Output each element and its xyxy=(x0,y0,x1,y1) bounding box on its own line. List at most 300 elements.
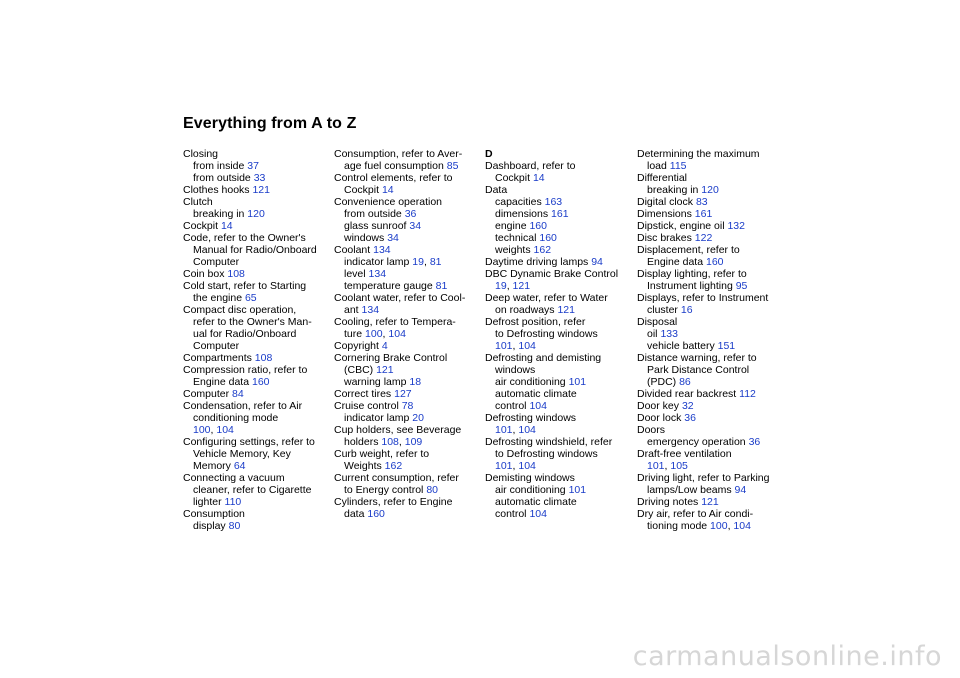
index-entry xyxy=(637,352,782,364)
index-term: Cold start, refer to Starting xyxy=(183,280,307,292)
page-ref-link[interactable]: 84 xyxy=(232,388,244,400)
index-entry xyxy=(183,148,328,160)
index-subentry xyxy=(183,412,328,424)
index-subentry xyxy=(183,256,328,268)
index-entry xyxy=(183,196,328,208)
page-ref-link[interactable]: 162 xyxy=(533,244,552,256)
index-entry xyxy=(637,292,782,304)
index-term: Digital clock xyxy=(637,196,694,208)
page-ref-link[interactable]: 81 xyxy=(429,256,442,268)
index-term: Cylinders, refer to Engine xyxy=(334,496,453,508)
index-entry xyxy=(334,400,479,412)
index-term: cleaner, refer to Cigarette xyxy=(193,484,312,496)
index-term: Determining the maximum xyxy=(637,148,760,160)
index-term: Curb weight, refer to xyxy=(334,448,430,460)
index-entry xyxy=(334,424,479,436)
page-ref-link[interactable]: 104 xyxy=(518,340,536,352)
index-entry xyxy=(334,148,479,160)
page-ref-link[interactable]: 95 xyxy=(735,280,748,292)
index-term: dimensions xyxy=(495,208,549,220)
index-entry xyxy=(485,160,630,172)
index-entry xyxy=(637,448,782,460)
index-subentry: 101, 105 xyxy=(647,460,688,472)
index-term: on roadways xyxy=(495,304,555,316)
index-entry xyxy=(334,496,479,508)
index-subentry xyxy=(485,328,630,340)
page-ref-link[interactable]: 132 xyxy=(727,220,745,232)
index-subentry xyxy=(485,196,630,208)
index-entry xyxy=(637,244,782,256)
page-ref-link[interactable]: 100 xyxy=(193,424,211,436)
index-subentry xyxy=(183,208,328,220)
index-term: Distance warning, refer to xyxy=(637,352,757,364)
index-term: control xyxy=(495,508,527,520)
page-ref-link[interactable]: 134 xyxy=(373,244,391,256)
index-subentry xyxy=(637,280,782,292)
index-term: Cockpit xyxy=(495,172,531,184)
index-term: cluster xyxy=(647,304,678,316)
index-term: to Defrosting windows xyxy=(495,328,598,340)
index-term: Cornering Brake Control xyxy=(334,352,448,364)
page-ref-link[interactable]: 18 xyxy=(409,376,422,388)
index-subentry xyxy=(637,436,782,448)
index-subentry xyxy=(637,160,782,172)
page-ref-link[interactable]: 104 xyxy=(733,520,751,532)
index-term: technical xyxy=(495,232,537,244)
index-entry xyxy=(334,472,479,484)
index-entry xyxy=(183,472,328,484)
page-ref-link[interactable]: 160 xyxy=(539,232,557,244)
index-term: to Energy control xyxy=(344,484,424,496)
index-subentry xyxy=(637,184,782,196)
page-ref-link[interactable]: 33 xyxy=(253,172,266,184)
index-term: Draft-free ventilation xyxy=(637,448,732,460)
index-subentry xyxy=(485,244,630,256)
index-subentry xyxy=(183,496,328,508)
index-subentry xyxy=(485,364,630,376)
index-entry xyxy=(334,448,479,460)
index-entry xyxy=(485,184,630,196)
index-subentry xyxy=(183,316,328,328)
index-subentry xyxy=(183,172,328,184)
index-entry xyxy=(183,184,328,196)
index-term: ual for Radio/Onboard xyxy=(193,328,297,340)
page-ref-link[interactable]: 121 xyxy=(557,304,575,316)
index-term: Computer xyxy=(193,340,240,352)
page-ref-link[interactable]: 133 xyxy=(660,328,678,340)
index-subentry xyxy=(334,184,479,196)
index-term: display xyxy=(193,520,226,532)
index-term: from outside xyxy=(344,208,402,220)
index-term: lamps/Low beams xyxy=(647,484,732,496)
page-ref-link[interactable]: 100 xyxy=(710,520,728,532)
index-entry xyxy=(637,316,782,328)
page-title: Everything from A to Z xyxy=(183,115,357,132)
index-entry xyxy=(183,436,328,448)
page-ref-link[interactable]: 160 xyxy=(367,508,385,520)
index-term: Defrosting windshield, refer xyxy=(485,436,613,448)
index-term: Differential xyxy=(637,172,687,184)
page-ref-link[interactable]: 65 xyxy=(244,292,257,304)
index-term: Data xyxy=(485,184,508,196)
index-term: windows xyxy=(344,232,385,244)
index-term: ant xyxy=(344,304,359,316)
index-term: Engine data xyxy=(647,256,704,268)
index-entry xyxy=(485,292,630,304)
index-entry xyxy=(334,244,479,256)
index-subentry xyxy=(485,448,630,460)
page-ref-link[interactable]: 78 xyxy=(401,400,414,412)
index-subentry xyxy=(637,328,782,340)
index-term: Vehicle Memory, Key xyxy=(193,448,291,460)
index-term: Consumption xyxy=(183,508,245,520)
index-subentry: ture 100, 104 xyxy=(344,328,406,340)
index-term: Clutch xyxy=(183,196,213,208)
index-term: glass sunroof xyxy=(344,220,407,232)
index-term: (PDC) xyxy=(647,376,677,388)
index-term: tioning mode xyxy=(647,520,708,532)
page-ref-link[interactable]: 19 xyxy=(412,256,424,268)
index-subentry xyxy=(334,220,479,232)
index-term: Deep water, refer to Water xyxy=(485,292,608,304)
page-ref-link[interactable]: 104 xyxy=(518,460,536,472)
page-ref-link[interactable]: 19 xyxy=(495,280,507,292)
page-ref-link[interactable]: 101 xyxy=(647,460,665,472)
index-term: load xyxy=(647,160,667,172)
page-ref-link[interactable]: 151 xyxy=(717,340,736,352)
page-ref-link[interactable]: 85 xyxy=(446,160,459,172)
index-term: Instrument lighting xyxy=(647,280,733,292)
index-term: Control elements, refer to xyxy=(334,172,453,184)
index-term: control xyxy=(495,400,527,412)
page-ref-link[interactable]: 104 xyxy=(529,508,547,520)
index-subentry: tioning mode 100, 104 xyxy=(647,520,751,532)
index-subentry xyxy=(485,220,630,232)
page-ref-link[interactable]: 160 xyxy=(251,376,270,388)
index-term: Door lock xyxy=(637,412,682,424)
index-subentry xyxy=(637,376,782,388)
page-ref-link[interactable]: 134 xyxy=(368,268,387,280)
index-term: indicator lamp xyxy=(344,412,410,424)
index-term: from inside xyxy=(193,160,245,172)
index-term: Cooling, refer to Tempera- xyxy=(334,316,456,328)
index-entry xyxy=(637,412,782,424)
index-entry xyxy=(637,424,782,436)
page-ref-link[interactable]: 36 xyxy=(748,436,761,448)
page-ref-link[interactable]: 83 xyxy=(695,196,708,208)
page-ref-link[interactable]: 14 xyxy=(532,172,545,184)
index-subentry: 100, 104 xyxy=(193,424,234,436)
index-term: vehicle battery xyxy=(647,340,715,352)
index-term: to Defrosting windows xyxy=(495,448,598,460)
index-term: (CBC) xyxy=(344,364,374,376)
index-subentry xyxy=(183,328,328,340)
index-term: Compression ratio, refer to xyxy=(183,364,308,376)
page-ref-link[interactable]: 121 xyxy=(701,496,719,508)
index-term: Code, refer to the Owner's xyxy=(183,232,306,244)
page-ref-link[interactable]: 160 xyxy=(529,220,547,232)
index-entry xyxy=(485,256,630,268)
index-subentry xyxy=(485,172,630,184)
index-term: Disposal xyxy=(637,316,678,328)
index-term: air conditioning xyxy=(495,484,566,496)
page-ref-link[interactable]: 127 xyxy=(394,388,412,400)
index-term: data xyxy=(344,508,365,520)
index-subentry xyxy=(334,208,479,220)
index-subentry xyxy=(334,364,479,376)
page-ref-link[interactable]: 109 xyxy=(404,436,423,448)
page-ref-link[interactable]: 34 xyxy=(387,232,399,244)
index-entry xyxy=(637,172,782,184)
page-ref-link[interactable]: 108 xyxy=(227,268,245,280)
index-term: Current consumption, refer xyxy=(334,472,459,484)
page-ref-link[interactable]: 101 xyxy=(495,340,513,352)
index-term: Computer xyxy=(193,256,240,268)
index-term: indicator lamp xyxy=(344,256,410,268)
index-entry xyxy=(334,316,479,328)
page-ref-link[interactable]: 14 xyxy=(220,220,233,232)
index-entry xyxy=(485,316,630,328)
index-term: holders xyxy=(344,436,379,448)
index-term: Cup holders, see Beverage xyxy=(334,424,462,436)
index-subentry xyxy=(183,460,328,472)
index-term: Park Distance Control xyxy=(647,364,750,376)
index-subentry xyxy=(485,400,630,412)
page-ref-link[interactable]: 86 xyxy=(679,376,691,388)
index-term: automatic climate xyxy=(495,496,577,508)
index-term: Daytime driving lamps xyxy=(485,256,589,268)
index-term: D xyxy=(485,148,493,160)
index-term: Clothes hooks xyxy=(183,184,250,196)
index-term: Driving notes xyxy=(637,496,699,508)
page-ref-link[interactable]: 101 xyxy=(568,484,587,496)
index-entry xyxy=(183,508,328,520)
index-entry xyxy=(637,196,782,208)
index-subentry: holders 108, 109 xyxy=(344,436,423,448)
index-subentry xyxy=(485,304,630,316)
index-subentry xyxy=(183,520,328,532)
index-term: Doors xyxy=(637,424,666,436)
page-ref-link[interactable]: 160 xyxy=(705,256,724,268)
page-ref-link[interactable]: 105 xyxy=(670,460,688,472)
index-term: breaking in xyxy=(193,208,245,220)
index-term: windows xyxy=(495,364,536,376)
index-entry xyxy=(637,220,782,232)
index-term: oil xyxy=(647,328,658,340)
index-entry xyxy=(637,496,782,508)
index-subentry: 101, 104 xyxy=(495,460,536,472)
index-term: Defrosting and demisting xyxy=(485,352,602,364)
page-ref-link[interactable]: 81 xyxy=(435,280,448,292)
page-ref-link[interactable]: 32 xyxy=(681,400,694,412)
index-term: Dimensions xyxy=(637,208,692,220)
index-term: Cockpit xyxy=(344,184,380,196)
index-subentry: 101, 104 xyxy=(495,424,536,436)
page-ref-link[interactable]: 108 xyxy=(381,436,399,448)
index-subentry xyxy=(485,508,630,520)
index-term: Dashboard, refer to xyxy=(485,160,576,172)
page-ref-link[interactable]: 37 xyxy=(247,160,259,172)
index-subentry xyxy=(183,340,328,352)
page-ref-link[interactable]: 112 xyxy=(739,388,756,400)
page-ref-link[interactable]: 36 xyxy=(684,412,696,424)
index-term: level xyxy=(344,268,366,280)
index-term: Disc brakes xyxy=(637,232,692,244)
index-subentry xyxy=(637,304,782,316)
index-entry xyxy=(183,220,328,232)
index-term: Configuring settings, refer to xyxy=(183,436,315,448)
index-subentry xyxy=(485,376,630,388)
page-ref-link[interactable]: 16 xyxy=(680,304,693,316)
index-term: Convenience operation xyxy=(334,196,442,208)
page-ref-link[interactable]: 134 xyxy=(361,304,380,316)
index-term: Weights xyxy=(344,460,382,472)
index-subentry xyxy=(334,304,479,316)
index-term: Coolant xyxy=(334,244,371,256)
page-ref-link[interactable]: 120 xyxy=(247,208,265,220)
index-entry xyxy=(637,472,782,484)
page-ref-link[interactable]: 120 xyxy=(701,184,719,196)
index-term: Display lighting, refer to xyxy=(637,268,747,280)
index-term: from outside xyxy=(193,172,251,184)
index-term: Coolant water, refer to Cool- xyxy=(334,292,466,304)
index-term: the engine xyxy=(193,292,243,304)
page-ref-link[interactable]: 104 xyxy=(518,424,536,436)
index-subentry: 101, 104 xyxy=(495,340,536,352)
index-term: Cruise control xyxy=(334,400,399,412)
index-term: Closing xyxy=(183,148,219,160)
page-ref-link[interactable]: 161 xyxy=(551,208,569,220)
index-subentry xyxy=(485,208,630,220)
page-ref-link[interactable]: 101 xyxy=(495,460,513,472)
index-subentry xyxy=(637,364,782,376)
index-term: weights xyxy=(495,244,531,256)
index-term: refer to the Owner's Man- xyxy=(193,316,312,328)
index-entry xyxy=(183,304,328,316)
index-term: Compartments xyxy=(183,352,252,364)
index-term: conditioning mode xyxy=(193,412,279,424)
page-ref-link[interactable]: 14 xyxy=(381,184,394,196)
index-entry xyxy=(334,292,479,304)
page-ref-link[interactable]: 94 xyxy=(734,484,747,496)
page-ref-link[interactable]: 101 xyxy=(495,424,513,436)
index-subentry: 19, 121 xyxy=(495,280,531,292)
page-ref-link[interactable]: 121 xyxy=(252,184,270,196)
index-term: capacities xyxy=(495,196,542,208)
page-ref-link[interactable]: 110 xyxy=(224,496,242,508)
index-term: Consumption, refer to Aver- xyxy=(334,148,463,160)
index-entry xyxy=(637,268,782,280)
index-entry xyxy=(485,472,630,484)
index-term: Copyright xyxy=(334,340,379,352)
index-entry xyxy=(637,208,782,220)
page-ref-link[interactable]: 36 xyxy=(404,208,417,220)
index-term: Demisting windows xyxy=(485,472,575,484)
index-entry xyxy=(637,508,782,520)
index-term: Connecting a vacuum xyxy=(183,472,285,484)
page-ref-link[interactable]: 101 xyxy=(568,376,587,388)
index-term: Memory xyxy=(193,460,231,472)
index-entry xyxy=(183,400,328,412)
page-ref-link[interactable]: 121 xyxy=(376,364,394,376)
index-term: Compact disc operation, xyxy=(183,304,297,316)
index-entry xyxy=(183,352,328,364)
index-term: warning lamp xyxy=(344,376,407,388)
index-term: Manual for Radio/Onboard xyxy=(193,244,317,256)
page-ref-link[interactable]: 163 xyxy=(544,196,563,208)
index-subentry xyxy=(637,256,782,268)
index-term: Dipstick, engine oil xyxy=(637,220,725,232)
index-entry xyxy=(334,196,479,208)
index-column-2 xyxy=(334,148,479,520)
index-term: temperature gauge xyxy=(344,280,433,292)
index-subentry xyxy=(334,412,479,424)
page-ref-link[interactable]: 4 xyxy=(381,340,388,352)
index-term: engine xyxy=(495,220,527,232)
index-column-4 xyxy=(637,148,782,532)
page-ref-link[interactable]: 104 xyxy=(529,400,547,412)
index-subentry xyxy=(334,484,479,496)
watermark: carmanualsonline.info xyxy=(632,641,942,672)
index-term: Displays, refer to Instrument xyxy=(637,292,769,304)
index-subentry xyxy=(183,292,328,304)
index-entry xyxy=(183,268,328,280)
index-subentry xyxy=(334,460,479,472)
page-ref-link[interactable]: 94 xyxy=(591,256,603,268)
page-ref-link[interactable]: 20 xyxy=(412,412,424,424)
index-term: lighter xyxy=(193,496,222,508)
page-ref-link[interactable]: 108 xyxy=(254,352,273,364)
index-subentry xyxy=(334,376,479,388)
index-subentry xyxy=(334,232,479,244)
index-term: Defrost position, refer xyxy=(485,316,586,328)
page-ref-link[interactable]: 121 xyxy=(512,280,531,292)
index-entry xyxy=(183,232,328,244)
index-term: Correct tires xyxy=(334,388,392,400)
index-subentry xyxy=(183,160,328,172)
page-ref-link[interactable]: 34 xyxy=(409,220,422,232)
page-ref-link[interactable]: 100 xyxy=(365,328,383,340)
index-entry xyxy=(485,412,630,424)
index-term: Driving light, refer to Parking xyxy=(637,472,770,484)
page-ref-link[interactable]: 80 xyxy=(228,520,241,532)
index-term: Cockpit xyxy=(183,220,219,232)
index-entry xyxy=(485,352,630,364)
index-term: ture xyxy=(344,328,363,340)
index-entry xyxy=(637,232,782,244)
page-ref-link[interactable]: 161 xyxy=(694,208,713,220)
index-term: air conditioning xyxy=(495,376,566,388)
index-term: Dry air, refer to Air condi- xyxy=(637,508,754,520)
index-subentry xyxy=(637,340,782,352)
page-ref-link[interactable]: 162 xyxy=(384,460,403,472)
index-subentry xyxy=(637,484,782,496)
index-term: Defrosting windows xyxy=(485,412,577,424)
index-entry xyxy=(334,172,479,184)
page-ref-link[interactable]: 80 xyxy=(426,484,438,496)
index-term: age fuel consumption xyxy=(344,160,444,172)
page-ref-link[interactable]: 104 xyxy=(216,424,234,436)
index-term: automatic climate xyxy=(495,388,577,400)
page-ref-link[interactable]: 115 xyxy=(669,160,687,172)
page-ref-link[interactable]: 122 xyxy=(694,232,713,244)
index-subentry xyxy=(183,484,328,496)
page-ref-link[interactable]: 64 xyxy=(233,460,246,472)
index-entry xyxy=(485,268,630,280)
page-ref-link[interactable]: 104 xyxy=(388,328,406,340)
index-subentry xyxy=(334,508,479,520)
index-entry xyxy=(637,148,782,160)
